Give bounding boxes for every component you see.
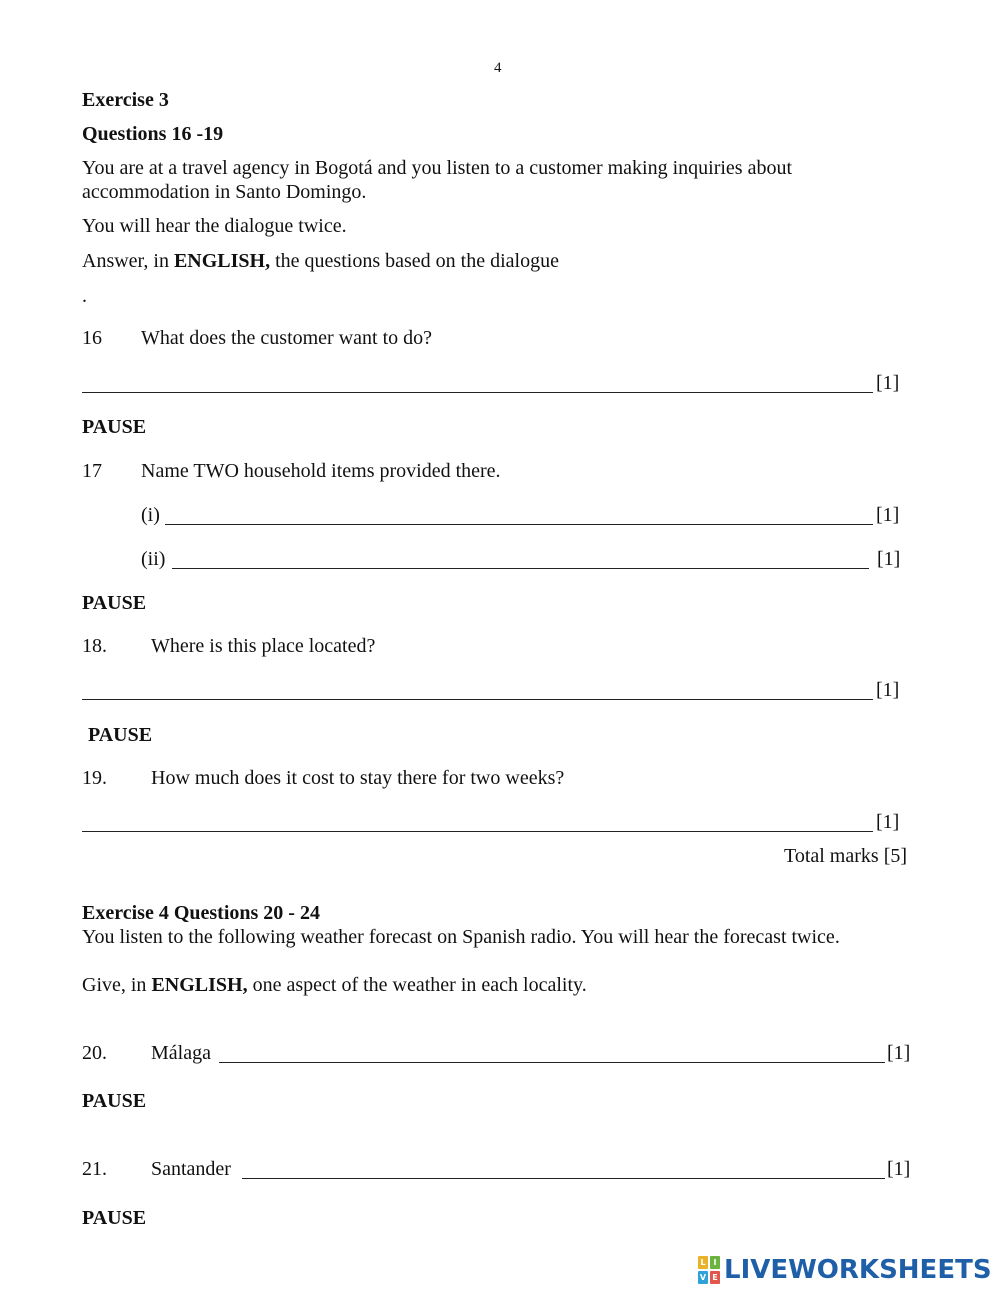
q16-answer-field[interactable] [82, 367, 873, 393]
q20-number: 20. [82, 1042, 107, 1064]
pause-label: PAUSE [88, 724, 153, 746]
q18-answer-field[interactable] [82, 674, 873, 700]
logo-block-e: E [710, 1271, 720, 1284]
q19-text: How much does it cost to stay there for two weeks? [151, 767, 565, 789]
exercise-3-answer-instruction [82, 251, 559, 271]
logo-text: LIVEWORKSHEETS [724, 1255, 992, 1285]
q20-place: Málaga [151, 1042, 211, 1064]
q21-place: Santander [151, 1158, 231, 1180]
stray-dot: . [82, 285, 87, 307]
exercise-4-instruction [82, 975, 587, 995]
pause-label: PAUSE [82, 1090, 147, 1112]
answer-suffix: the questions based on the dialogue [270, 250, 559, 272]
q19-number: 19. [82, 767, 107, 789]
pause-label: PAUSE [82, 416, 147, 438]
q17-sub-ii-label: (ii) [141, 548, 166, 570]
q20-answer-field[interactable] [219, 1037, 885, 1063]
q19-answer-field[interactable] [82, 806, 873, 832]
q16-text: What does the customer want to do? [141, 327, 433, 349]
q17-sub-i-mark: [1] [876, 504, 900, 526]
q16-mark: [1] [876, 372, 900, 394]
q16-number: 16 [82, 327, 102, 349]
q17-sub-i-answer-field[interactable] [165, 499, 873, 525]
liveworksheets-logo[interactable] [698, 1256, 992, 1284]
q18-number: 18. [82, 635, 107, 657]
q17-sub-i-label: (i) [141, 504, 160, 526]
answer-language: ENGLISH, [173, 250, 271, 272]
q21-number: 21. [82, 1158, 107, 1180]
exercise-3-intro-line-1: You are at a travel agency in Bogotá and you listen to a customer making inquiries about [82, 157, 793, 179]
q17-number: 17 [82, 460, 102, 482]
exercise-3-hear-twice: You will hear the dialogue twice. [82, 215, 347, 237]
exercise-4-intro: You listen to the following weather forecast on Spanish radio. You will hear the forecast twice. [82, 926, 840, 948]
q19-mark: [1] [876, 811, 900, 833]
give-prefix: Give, in [82, 974, 152, 996]
exercise-3-questions-range: Questions 16 -19 [82, 123, 224, 145]
q18-text: Where is this place located? [151, 635, 376, 657]
give-language: ENGLISH, [151, 974, 248, 996]
q17-sub-ii-mark: [1] [877, 548, 901, 570]
pause-label: PAUSE [82, 592, 147, 614]
pause-label: PAUSE [82, 1207, 147, 1229]
logo-block-i: I [710, 1256, 720, 1269]
q21-answer-field[interactable] [242, 1153, 885, 1179]
give-suffix: one aspect of the weather in each locality. [247, 974, 587, 996]
logo-block-l: L [698, 1256, 708, 1269]
logo-block-v: V [699, 1273, 707, 1282]
q17-sub-ii-answer-field[interactable] [172, 543, 869, 569]
page-number: 4 [494, 60, 502, 76]
logo-blocks-icon [698, 1256, 720, 1284]
exercise-3-title: Exercise 3 [82, 89, 169, 111]
total-marks: Total marks [5] [784, 845, 908, 867]
q20-mark: [1] [887, 1042, 911, 1064]
q17-text: Name TWO household items provided there. [141, 460, 501, 482]
q18-mark: [1] [876, 679, 900, 701]
exercise-3-intro-line-2: accommodation in Santo Domingo. [82, 181, 367, 203]
q21-mark: [1] [887, 1158, 911, 1180]
exercise-4-title: Exercise 4 Questions 20 - 24 [82, 902, 320, 924]
answer-prefix: Answer, in [82, 250, 174, 272]
